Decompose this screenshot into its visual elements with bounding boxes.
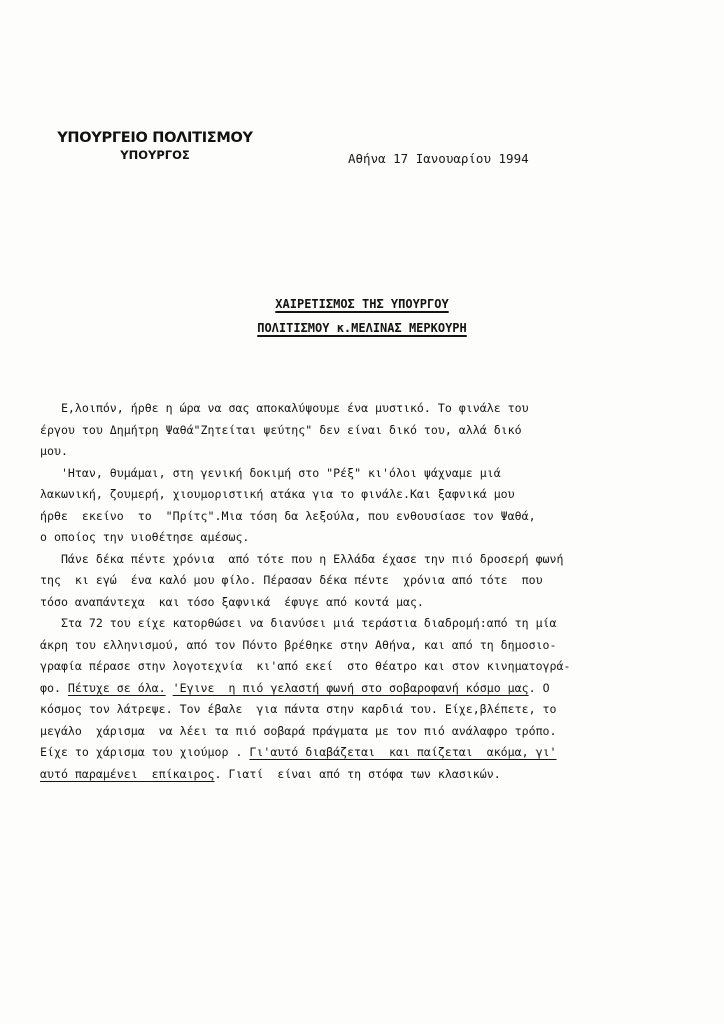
letter-body xyxy=(40,398,690,785)
body-line: λακωνική, ζουμερή, χιουμοριστική ατάκα για το φινάλε.Και ξαφνικά μου xyxy=(40,487,515,501)
ministry-name: ΥΠΟΥΡΓΕΙΟ ΠΟΛΙΤΙΣΜΟΥ xyxy=(57,130,253,146)
underlined-phrase: αυτό παραμένει επίκαιρος xyxy=(40,766,215,781)
body-line xyxy=(40,742,690,764)
letterhead xyxy=(40,128,270,162)
body-text: . Γιατί είναι από τη στόφα των κλασικών. xyxy=(214,766,501,781)
body-line: ήρθε εκείνο το "Πρίτς".Μια τόση δα λεξούλα, που ενθουσίασε τον Ψαθά, xyxy=(40,508,536,523)
body-line: τόσο αναπάντεχα και τόσο ξαφνικά έφυγε από κοντά μας. xyxy=(40,594,424,609)
body-line: Στα 72 του είχε κατορθώσει να διανύσει μιά τεράστια διαδρομή:από τη μία xyxy=(40,616,557,630)
body-line: Πάνε δέκα πέντε χρόνια από τότε που η Ελλάδα έχασε την πιό δροσερή φωνή xyxy=(40,551,564,566)
underlined-phrase: Πέτυχε σε όλα. xyxy=(67,680,166,695)
office-name: ΥΠΟΥΡΓΟΣ xyxy=(120,148,190,162)
body-text xyxy=(166,681,173,695)
body-line: της κι εγώ ένα καλό μου φίλο. Πέρασαν δέκα πέντε χρόνια από τότε που xyxy=(40,573,543,587)
body-line: κόσμος τον λάτρεψε. Τον έβαλε για πάντα στην καρδιά του. Είχε,βλέπετε, το xyxy=(40,702,557,716)
body-line: ο οποίος την υιοθέτησε αμέσως. xyxy=(40,530,250,544)
underlined-phrase: Γι'αυτό διαβάζεται και παίζεται ακόμα, γι' xyxy=(249,745,557,759)
body-line: 'Ηταν, θυμάμαι, στη γενική δοκιμή στο "Ρέξ" κι'όλοι ψάχναμε μιά xyxy=(40,465,501,480)
body-line: έργου του Δημήτρη Ψαθά"Ζητείται ψεύτης" δεν είναι δικό του, αλλά δικό xyxy=(40,422,522,437)
title-line-2: ΠΟΛΙΤΙΣΜΟΥ κ.ΜΕΛΙΝΑΣ ΜΕΡΚΟΥΡΗ xyxy=(257,321,467,335)
body-line: γραφία πέρασε στην λογοτεχνία κι'από εκεί στο θέατρο και στον κινηματογρά- xyxy=(40,659,571,673)
underlined-phrase: 'Εγινε η πιό γελαστή φωνή στο σοβαροφανή κόσμο μας xyxy=(172,680,529,695)
body-line: Ε,λοιπόν, ήρθε η ώρα να σας αποκαλύψουμε ένα μυστικό. Το φινάλε του xyxy=(40,401,529,415)
letter-title xyxy=(0,292,724,340)
body-line xyxy=(40,764,690,786)
body-text: Είχε το χάρισμα του χιούμορ . xyxy=(40,745,250,759)
dateline: Αθήνα 17 Ιανουαρίου 1994 xyxy=(348,151,529,166)
title-line-1: ΧΑΙΡΕΤΙΣΜΟΣ ΤΗΣ ΥΠΟΥΡΓΟΥ xyxy=(275,297,449,311)
body-text: . Ο xyxy=(528,680,550,695)
body-line: άκρη του ελληνισμού, από τον Πόντο βρέθηκε στην Αθήνα, και από τη δημοσιο- xyxy=(40,637,557,652)
body-line xyxy=(40,678,690,700)
body-line: μου. xyxy=(40,444,68,458)
body-line: μεγάλο χάρισμα να λέει τα πιό σοβαρά πράγματα με τον πιό ανάλαφρο τρόπο. xyxy=(40,723,557,738)
body-text: φο. xyxy=(40,680,68,695)
